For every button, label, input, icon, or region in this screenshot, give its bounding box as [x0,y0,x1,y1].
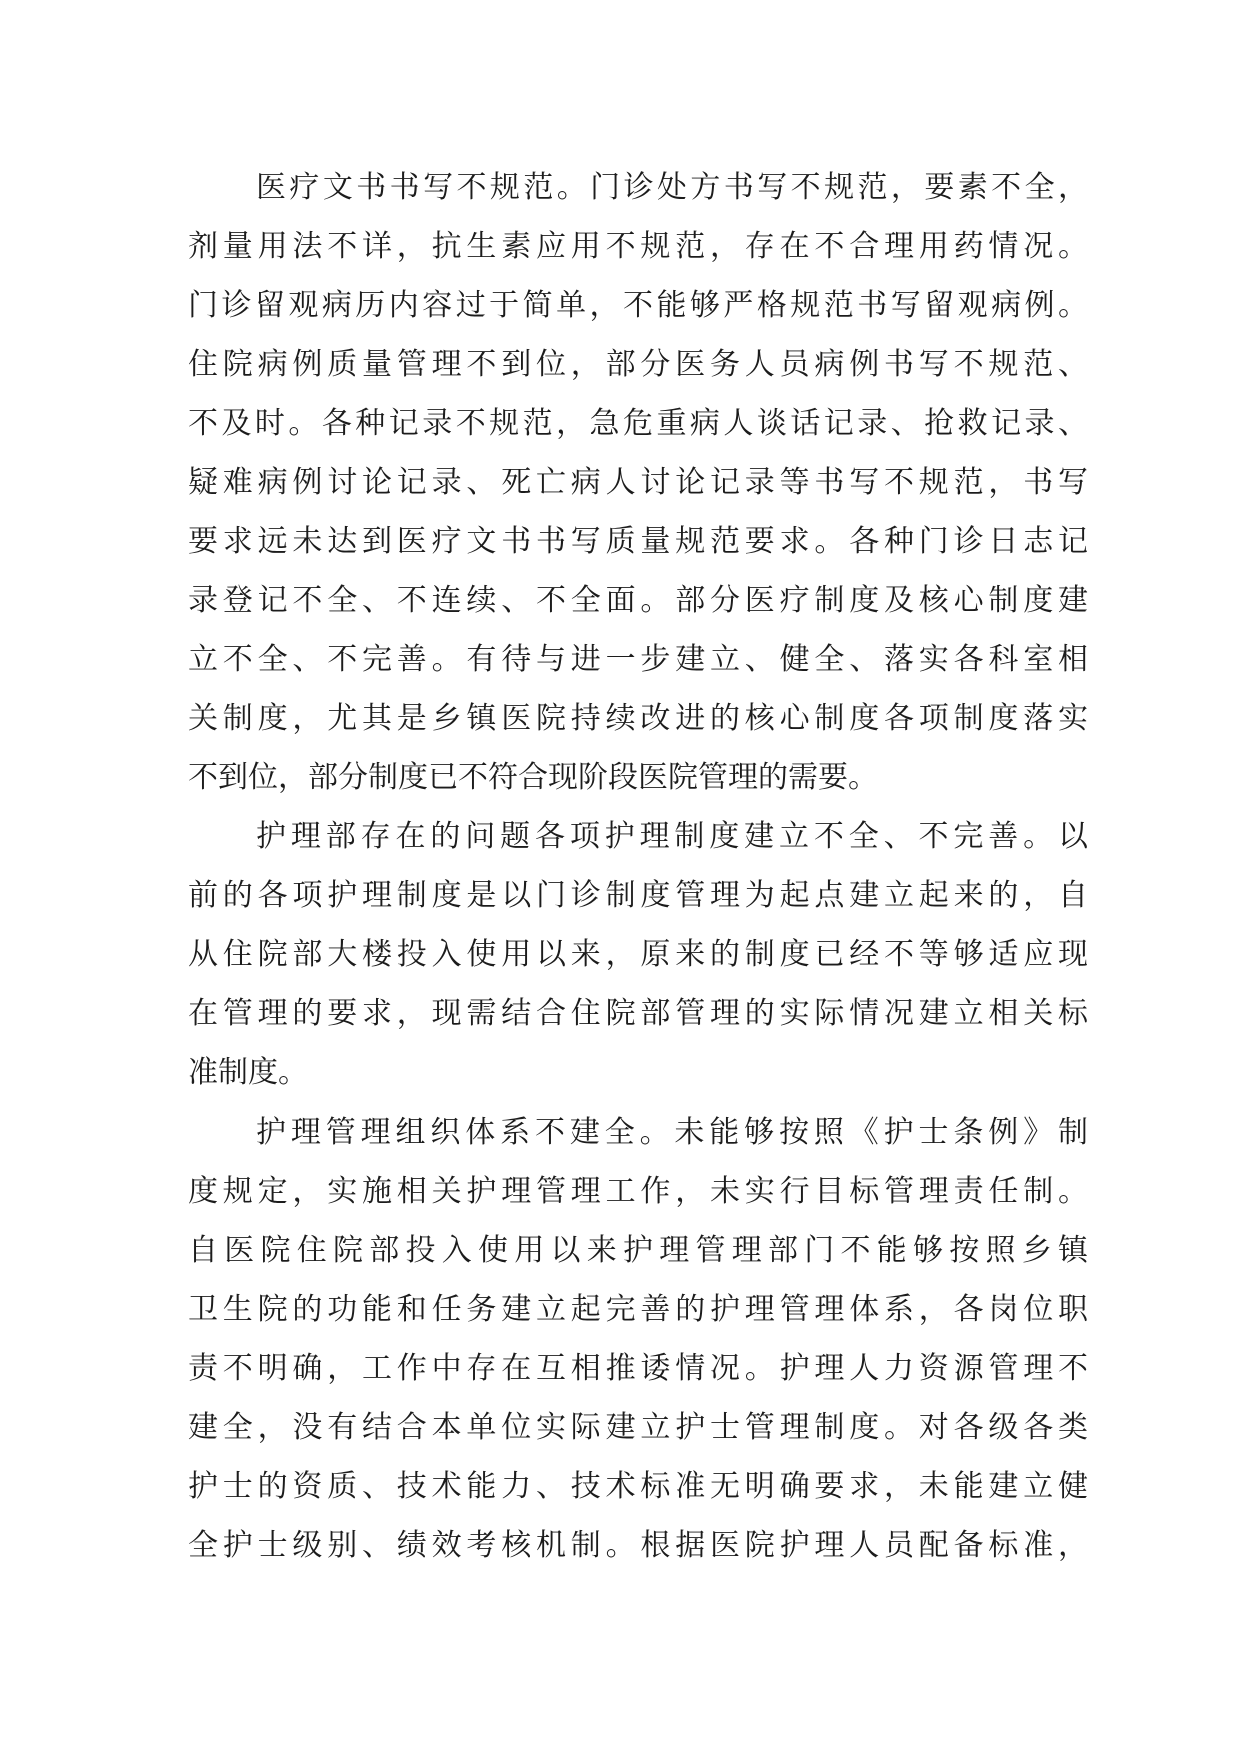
paragraph-1-line-9: 立不全、不完善。有待与进一步建立、健全、落实各科室相 [188,642,1088,677]
paragraph-1-line-2: 剂量用法不详，抗生素应用不规范，存在不合理用药情况。 [188,229,1088,264]
paragraph-2-line-1: 护理部存在的问题各项护理制度建立不全、不完善。以 [256,819,1088,854]
paragraph-3-line-6: 建全，没有结合本单位实际建立护士管理制度。对各级各类 [188,1410,1088,1445]
paragraph-1-line-1: 医疗文书书写不规范。门诊处方书写不规范，要素不全， [256,170,1088,205]
paragraph-1-line-7: 要求远未达到医疗文书书写质量规范要求。各种门诊日志记 [188,524,1088,559]
paragraph-3-line-7: 护士的资质、技术能力、技术标准无明确要求，未能建立健 [188,1469,1088,1504]
paragraph-1-line-8: 录登记不全、不连续、不全面。部分医疗制度及核心制度建 [188,583,1088,618]
paragraph-3-line-3: 自医院住院部投入使用以来护理管理部门不能够按照乡镇 [188,1233,1088,1268]
paragraph-3-line-2: 度规定，实施相关护理管理工作，未实行目标管理责任制。 [188,1174,1088,1209]
paragraph-1-line-3: 门诊留观病历内容过于简单，不能够严格规范书写留观病例。 [188,288,1088,323]
paragraph-3-line-8: 全护士级别、绩效考核机制。根据医院护理人员配备标准， [188,1528,1088,1563]
paragraph-1-line-5: 不及时。各种记录不规范，急危重病人谈话记录、抢救记录、 [188,406,1088,441]
paragraph-1-line-11: 不到位，部分制度已不符合现阶段医院管理的需要。 [188,760,878,795]
paragraph-2-line-4: 在管理的要求，现需结合住院部管理的实际情况建立相关标 [188,996,1088,1031]
paragraph-1-line-4: 住院病例质量管理不到位，部分医务人员病例书写不规范、 [188,347,1088,382]
paragraph-2-line-5: 准制度。 [188,1055,308,1090]
paragraph-3-line-1: 护理管理组织体系不建全。未能够按照《护士条例》制 [256,1115,1088,1150]
paragraph-3-line-5: 责不明确，工作中存在互相推诿情况。护理人力资源管理不 [188,1351,1088,1386]
paragraph-3-line-4: 卫生院的功能和任务建立起完善的护理管理体系，各岗位职 [188,1292,1088,1327]
paragraph-2-line-3: 从住院部大楼投入使用以来，原来的制度已经不等够适应现 [188,937,1088,972]
paragraph-1-line-6: 疑难病例讨论记录、死亡病人讨论记录等书写不规范，书写 [188,465,1088,500]
paragraph-1-line-10: 关制度，尤其是乡镇医院持续改进的核心制度各项制度落实 [188,701,1088,736]
paragraph-2-line-2: 前的各项护理制度是以门诊制度管理为起点建立起来的，自 [188,878,1088,913]
